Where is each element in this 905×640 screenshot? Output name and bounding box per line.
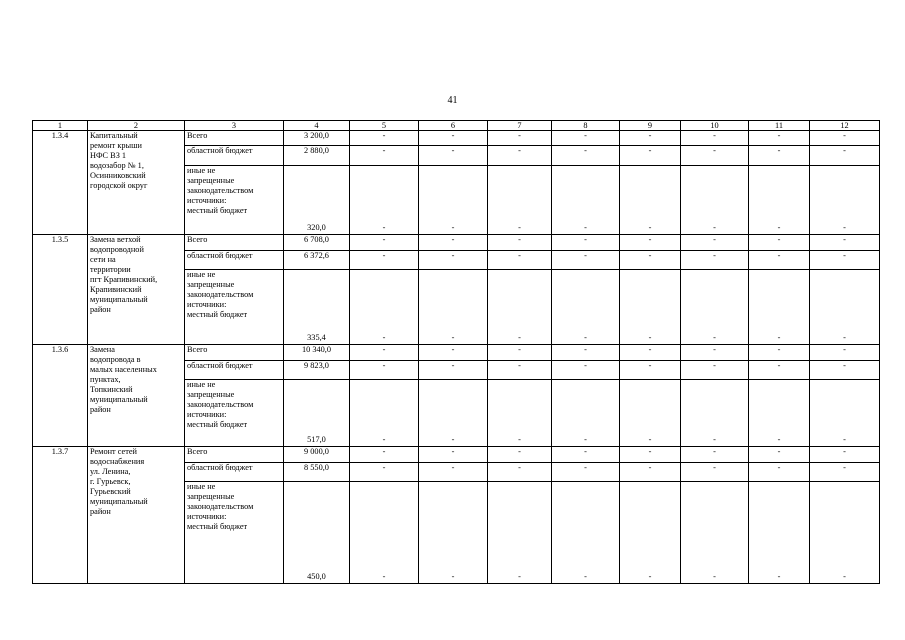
empty-cell: -	[552, 481, 620, 583]
empty-cell: -	[419, 462, 488, 481]
empty-cell: -	[419, 131, 488, 146]
table-row	[33, 235, 880, 250]
empty-cell: -	[350, 360, 419, 379]
empty-cell: -	[488, 360, 552, 379]
empty-cell: -	[749, 235, 810, 250]
empty-cell: -	[552, 146, 620, 165]
empty-cell: -	[350, 481, 419, 583]
total-value: 6 708,0	[284, 235, 350, 250]
header-cell: 12	[810, 121, 880, 131]
empty-cell: -	[620, 235, 681, 250]
item-name: Замена водопровода в малых населенных пунктах, Топкинский муниципальный район	[88, 345, 185, 447]
other-label: иные не запрещенные законодательством источники: местный бюджет	[185, 481, 284, 583]
empty-cell: -	[552, 447, 620, 462]
empty-cell: -	[620, 481, 681, 583]
empty-cell: -	[749, 462, 810, 481]
regional-label: областной бюджет	[185, 360, 284, 379]
regional-value: 6 372,6	[284, 250, 350, 269]
empty-cell: -	[488, 250, 552, 269]
empty-cell: -	[350, 462, 419, 481]
empty-cell: -	[488, 235, 552, 250]
empty-cell: -	[620, 360, 681, 379]
header-cell: 2	[88, 121, 185, 131]
header-row	[33, 121, 880, 131]
empty-cell: -	[810, 481, 880, 583]
empty-cell: -	[749, 269, 810, 344]
header-cell: 10	[681, 121, 749, 131]
empty-cell: -	[681, 481, 749, 583]
empty-cell: -	[749, 380, 810, 447]
empty-cell: -	[749, 146, 810, 165]
empty-cell: -	[552, 360, 620, 379]
table-row	[33, 447, 880, 462]
empty-cell: -	[810, 447, 880, 462]
empty-cell: -	[419, 250, 488, 269]
empty-cell: -	[488, 131, 552, 146]
empty-cell: -	[350, 165, 419, 234]
empty-cell: -	[810, 462, 880, 481]
empty-cell: -	[488, 380, 552, 447]
page-number: 41	[447, 95, 458, 106]
empty-cell: -	[681, 235, 749, 250]
empty-cell: -	[749, 165, 810, 234]
table-row	[33, 345, 880, 360]
empty-cell: -	[681, 131, 749, 146]
empty-cell: -	[552, 380, 620, 447]
empty-cell: -	[552, 250, 620, 269]
empty-cell: -	[419, 481, 488, 583]
empty-cell: -	[350, 447, 419, 462]
empty-cell: -	[419, 447, 488, 462]
empty-cell: -	[488, 462, 552, 481]
empty-cell: -	[350, 250, 419, 269]
empty-cell: -	[350, 235, 419, 250]
empty-cell: -	[419, 146, 488, 165]
empty-cell: -	[350, 131, 419, 146]
empty-cell: -	[620, 447, 681, 462]
other-value: 517,0	[284, 380, 350, 447]
item-name: Ремонт сетей водоснабжения ул. Ленина, г. Гурьевск, Гурьевский муниципальный район	[88, 447, 185, 584]
empty-cell: -	[749, 360, 810, 379]
empty-cell: -	[749, 481, 810, 583]
empty-cell: -	[749, 131, 810, 146]
header-cell: 11	[749, 121, 810, 131]
empty-cell: -	[620, 146, 681, 165]
header-cell: 9	[620, 121, 681, 131]
empty-cell: -	[810, 146, 880, 165]
empty-cell: -	[419, 235, 488, 250]
header-cell: 4	[284, 121, 350, 131]
empty-cell: -	[488, 269, 552, 344]
regional-value: 9 823,0	[284, 360, 350, 379]
regional-value: 8 550,0	[284, 462, 350, 481]
empty-cell: -	[620, 131, 681, 146]
other-label: иные не запрещенные законодательством источники: местный бюджет	[185, 380, 284, 447]
empty-cell: -	[810, 235, 880, 250]
total-value: 3 200,0	[284, 131, 350, 146]
empty-cell: -	[810, 380, 880, 447]
empty-cell: -	[552, 131, 620, 146]
empty-cell: -	[419, 380, 488, 447]
other-value: 320,0	[284, 165, 350, 234]
empty-cell: -	[419, 269, 488, 344]
empty-cell: -	[620, 165, 681, 234]
other-value: 335,4	[284, 269, 350, 344]
header-cell: 5	[350, 121, 419, 131]
empty-cell: -	[350, 345, 419, 360]
empty-cell: -	[488, 146, 552, 165]
empty-cell: -	[681, 380, 749, 447]
empty-cell: -	[810, 345, 880, 360]
empty-cell: -	[552, 345, 620, 360]
empty-cell: -	[681, 146, 749, 165]
item-code: 1.3.5	[33, 235, 88, 345]
total-label: Всего	[185, 235, 284, 250]
empty-cell: -	[681, 447, 749, 462]
empty-cell: -	[350, 380, 419, 447]
empty-cell: -	[681, 165, 749, 234]
empty-cell: -	[419, 360, 488, 379]
empty-cell: -	[419, 165, 488, 234]
empty-cell: -	[350, 146, 419, 165]
empty-cell: -	[419, 345, 488, 360]
empty-cell: -	[681, 345, 749, 360]
empty-cell: -	[681, 462, 749, 481]
total-label: Всего	[185, 345, 284, 360]
table-row	[33, 131, 880, 146]
item-name: Замена ветхой водопроводной сети на территории пгт Крапивинский, Крапивинский муниципальный район	[88, 235, 185, 345]
total-label: Всего	[185, 131, 284, 146]
total-value: 9 000,0	[284, 447, 350, 462]
empty-cell: -	[749, 345, 810, 360]
regional-label: областной бюджет	[185, 250, 284, 269]
empty-cell: -	[552, 462, 620, 481]
item-code: 1.3.4	[33, 131, 88, 235]
empty-cell: -	[488, 481, 552, 583]
funding-table	[32, 120, 880, 584]
empty-cell: -	[552, 165, 620, 234]
other-label: иные не запрещенные законодательством источники: местный бюджет	[185, 269, 284, 344]
empty-cell: -	[488, 447, 552, 462]
empty-cell: -	[749, 250, 810, 269]
item-name: Капитальный ремонт крыши НФС ВЗ 1 водозабор № 1, Осинниковский городской округ	[88, 131, 185, 235]
empty-cell: -	[681, 250, 749, 269]
header-cell: 7	[488, 121, 552, 131]
empty-cell: -	[488, 165, 552, 234]
header-cell: 8	[552, 121, 620, 131]
regional-value: 2 880,0	[284, 146, 350, 165]
empty-cell: -	[620, 345, 681, 360]
empty-cell: -	[749, 447, 810, 462]
empty-cell: -	[620, 380, 681, 447]
empty-cell: -	[810, 269, 880, 344]
empty-cell: -	[681, 360, 749, 379]
empty-cell: -	[552, 269, 620, 344]
total-value: 10 340,0	[284, 345, 350, 360]
empty-cell: -	[488, 345, 552, 360]
item-code: 1.3.6	[33, 345, 88, 447]
empty-cell: -	[620, 269, 681, 344]
empty-cell: -	[552, 235, 620, 250]
empty-cell: -	[810, 250, 880, 269]
empty-cell: -	[810, 131, 880, 146]
header-cell: 6	[419, 121, 488, 131]
regional-label: областной бюджет	[185, 146, 284, 165]
item-code: 1.3.7	[33, 447, 88, 584]
empty-cell: -	[810, 360, 880, 379]
regional-label: областной бюджет	[185, 462, 284, 481]
empty-cell: -	[810, 165, 880, 234]
header-cell: 3	[185, 121, 284, 131]
empty-cell: -	[681, 269, 749, 344]
header-cell: 1	[33, 121, 88, 131]
other-label: иные не запрещенные законодательством источники: местный бюджет	[185, 165, 284, 234]
total-label: Всего	[185, 447, 284, 462]
empty-cell: -	[620, 462, 681, 481]
other-value: 450,0	[284, 481, 350, 583]
empty-cell: -	[350, 269, 419, 344]
empty-cell: -	[620, 250, 681, 269]
